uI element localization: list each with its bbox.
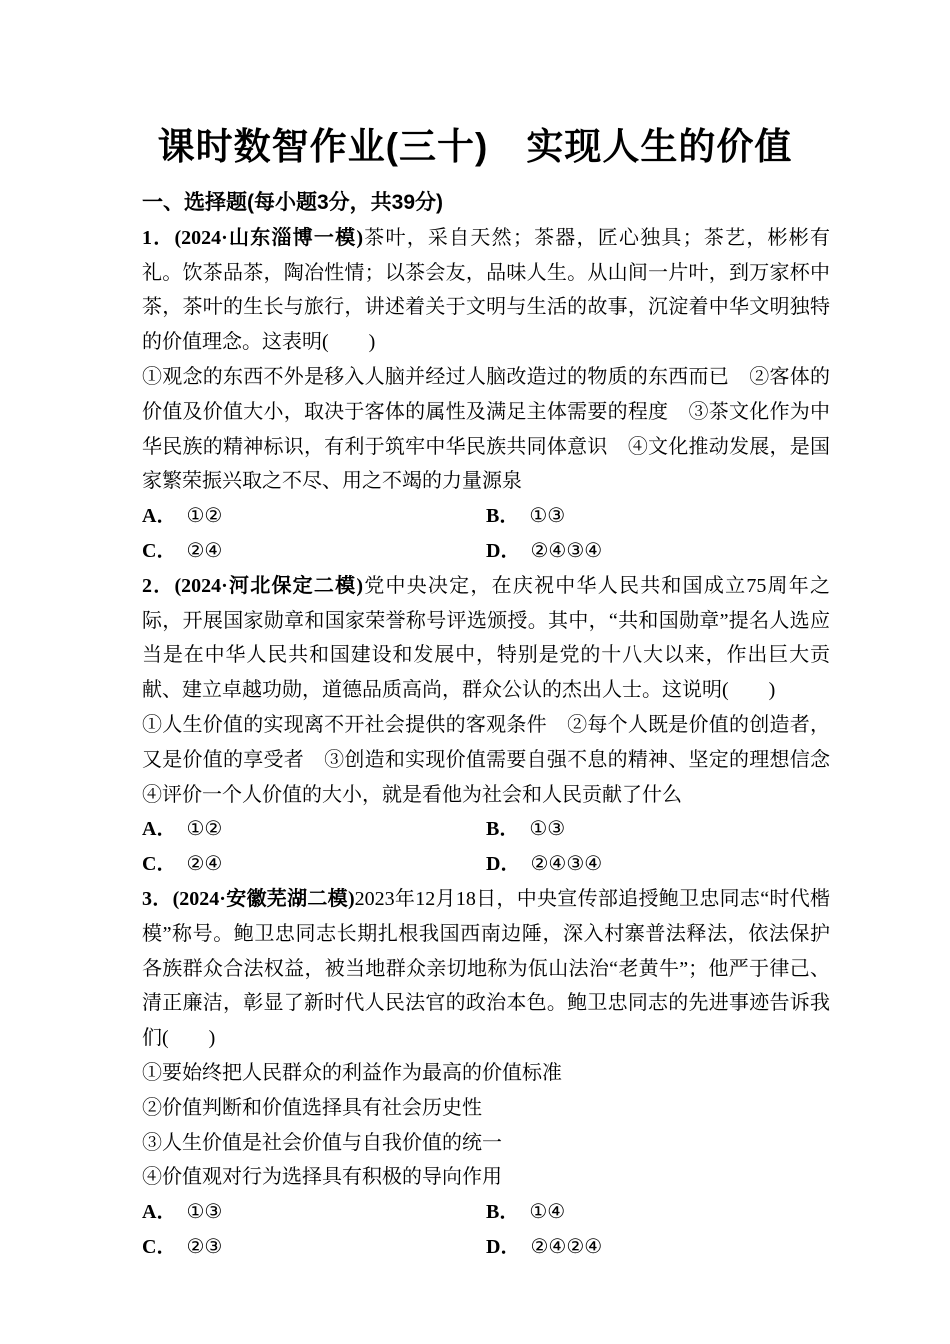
content-area: [142, 186, 830, 1265]
question-1-option-a: [142, 499, 486, 534]
option-letter: D．: [486, 853, 521, 876]
option-value: ①③: [529, 818, 566, 841]
question-2-options: [142, 812, 830, 882]
question-3-options: [142, 1195, 830, 1265]
option-value: ②④③④: [530, 539, 603, 562]
question-1-option-c: [142, 534, 486, 569]
question-3-option-d: [486, 1230, 830, 1265]
question-2-option-c: [142, 847, 486, 882]
question-2-statements: ①人生价值的实现离不开社会提供的客观条件 ②每个人既是价值的创造者，又是价值的享受者 ③创造和实现价值需要自强不息的精神、坚定的理想信念④评价一个人价值的大小，就是看他为社会和人民贡献了什么: [142, 713, 830, 806]
question-3-option-a: [142, 1195, 486, 1230]
page-title: 课时数智作业(三十) 实现人生的价值: [157, 126, 793, 167]
question-3: [142, 882, 830, 1265]
question-1-stem: [142, 221, 830, 360]
question-3-option-b: [486, 1195, 830, 1230]
option-letter: C．: [142, 853, 177, 876]
question-1: [142, 221, 830, 569]
option-letter: A．: [142, 818, 177, 841]
question-3-statement-3: ③人生价值是社会价值与自我价值的统一: [142, 1131, 502, 1154]
question-3-statement-1: ①要始终把人民群众的利益作为最高的价值标准: [142, 1061, 562, 1084]
question-2-option-a: [142, 812, 486, 847]
option-value: ②④③④: [530, 853, 603, 876]
option-value: ②④: [186, 853, 223, 876]
question-3-option-c: [142, 1230, 486, 1265]
option-letter: D．: [486, 539, 521, 562]
option-value: ①②: [186, 818, 223, 841]
option-value: ①③: [186, 1201, 223, 1224]
question-2: [142, 569, 830, 882]
question-3-stem: [142, 882, 830, 1056]
option-letter: B．: [486, 505, 520, 528]
option-letter: C．: [142, 1235, 177, 1258]
option-value: ②④②④: [530, 1235, 603, 1258]
question-2-stem: [142, 569, 830, 708]
option-letter: A．: [142, 505, 177, 528]
option-letter: B．: [486, 1201, 520, 1224]
question-1-statements: ①观念的东西不外是移入人脑并经过人脑改造过的物质的东西而已 ②客体的价值及价值大小，取决于客体的属性及满足主体需要的程度 ③茶文化作为中华民族的精神标识，有利于筑牢中华民族共同体意识 ④文化推动发展，是国家繁荣振兴取之不尽、用之不竭的力量源泉: [142, 365, 830, 493]
option-letter: D．: [486, 1235, 521, 1258]
option-value: ②④: [186, 539, 223, 562]
option-value: ①④: [529, 1201, 566, 1224]
option-letter: A．: [142, 1201, 177, 1224]
question-1-option-d: [486, 534, 830, 569]
question-1-number-source: 1．(2024·山东淄博一模): [142, 226, 364, 249]
question-1-options: [142, 499, 830, 569]
question-3-stem-text: 2023年12月18日，中央宣传部追授鲍卫忠同志“时代楷模”称号。鲍卫忠同志长期扎根我国西南边陲，深入村寨普法释法，依法保护各族群众合法权益，被当地群众亲切地称为佤山法治“老黄牛”；他严于律己、清正廉洁，彰显了新时代人民法官的政治本色。鲍卫忠同志的先进事迹告诉我们( ): [142, 887, 830, 1050]
option-letter: B．: [486, 818, 520, 841]
section-header: 一、选择题(每小题3分，共39分): [142, 191, 444, 214]
question-3-statement-4: ④价值观对行为选择具有积极的导向作用: [142, 1166, 502, 1189]
question-2-number-source: 2．(2024·河北保定二模): [142, 574, 364, 597]
option-letter: C．: [142, 539, 177, 562]
question-2-stem-text: 党中央决定，在庆祝中华人民共和国成立75周年之际，开展国家勋章和国家荣誉称号评选颁授。其中，“共和国勋章”提名人选应当是在中华人民共和国建设和发展中，特别是党的十八大以来，作出巨大贡献、建立卓越功勋，道德品质高尚，群众公认的杰出人士。这说明( ): [142, 574, 830, 702]
question-2-option-b: [486, 812, 830, 847]
question-1-stem-text: 茶叶，采自天然；茶器，匠心独具；茶艺，彬彬有礼。饮茶品茶，陶冶性情；以茶会友，品味人生。从山间一片叶，到万家杯中茶，茶叶的生长与旅行，讲述着关于文明与生活的故事，沉淀着中华文明独特的价值理念。这表明( ): [142, 226, 830, 354]
option-value: ①②: [186, 505, 223, 528]
question-1-option-b: [486, 499, 830, 534]
option-value: ②③: [186, 1235, 223, 1258]
question-2-option-d: [486, 847, 830, 882]
option-value: ①③: [529, 505, 566, 528]
question-3-number-source: 3．(2024·安徽芜湖二模): [142, 887, 355, 910]
question-3-statement-2: ②价值判断和价值选择具有社会历史性: [142, 1096, 482, 1119]
